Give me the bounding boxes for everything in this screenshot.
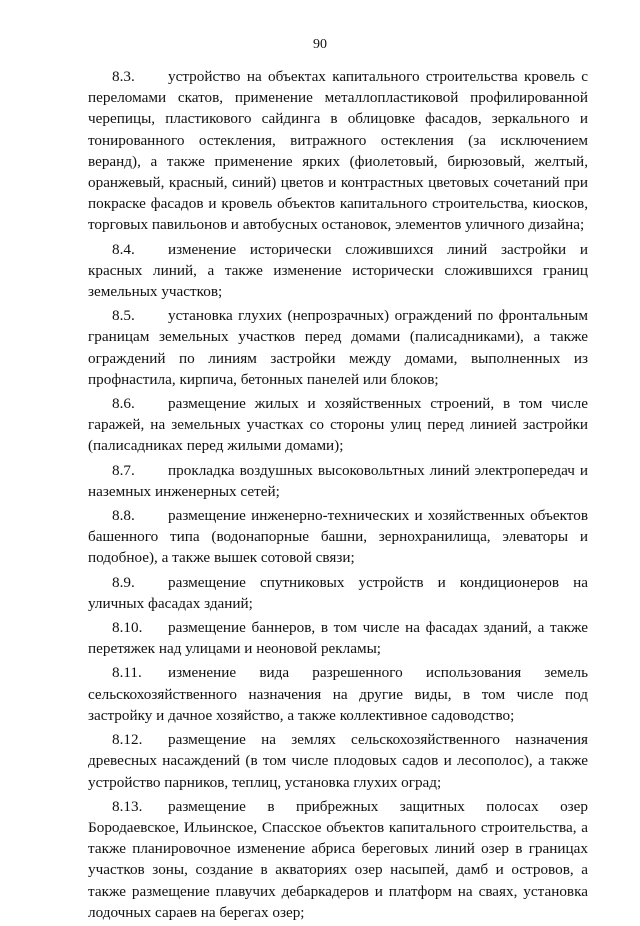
item-number: 8.11. <box>112 664 142 682</box>
document-body <box>88 66 588 926</box>
item-text: изменение вида разрешенного использования земель сельскохозяйственного назначения на другие виды, в том числе под застройку и дачное хозяйство, а также коллективное садоводство; <box>88 664 588 724</box>
item-text: размещение спутниковых устройств и кондиционеров на уличных фасадах зданий; <box>88 573 588 612</box>
list-item <box>88 460 588 502</box>
list-item <box>88 729 588 793</box>
item-number: 8.7. <box>112 461 135 479</box>
item-number: 8.3. <box>112 68 135 85</box>
list-item <box>88 505 588 569</box>
item-text: размещение в прибрежных защитных полосах озер Бородаевское, Ильинское, Спасское объектов капитального строительства, а также планировочное изменение абриса береговых линий озер в границах участков зоны, создание в акваториях озер насыпей, дамб и островов, а также размещение плавучих дебаркадеров и платформ на сваях, установка лодочных сараев на берегах озер; <box>88 797 588 921</box>
list-item <box>88 393 588 457</box>
item-text: размещение на землях сельскохозяйственного назначения древесных насаждений (в том числе плодовых садов и лесополос), а также устройство парников, теплиц, установка глухих оград; <box>88 731 588 791</box>
item-text: установка глухих (непрозрачных) ограждений по фронтальным границам земельных участков перед домами (палисадниками), а также ограждений по линиям застройки между домами, выполненных из профнастила, кирпича, бетонных панелей или блоков; <box>88 307 588 388</box>
item-text: устройство на объектах капитального строительства кровель с переломами скатов, применение металлопластиковой профилированной черепицы, пластикового сайдинга в облицовке фасадов, зеркального и тонированного остекления, витражного остекления (за исключением веранд), а также применение ярких (фиолетовый, бирюзовый, желтый, оранжевый, красный, синий) цветов и контрастных цветовых сочетаний при покраске фасадов и кровель объектов капитального строительства, киосков, торговых павильонов и автобусных остановок, элементов уличного дизайна; <box>88 68 588 234</box>
list-item <box>88 662 588 726</box>
item-number: 8.12. <box>112 731 143 749</box>
list-item <box>88 796 588 923</box>
item-text: размещение жилых и хозяйственных строений, в том числе гаражей, на земельных участках со стороны улиц перед линией застройки (палисадниках перед жилыми домами); <box>88 395 588 455</box>
list-item <box>88 66 588 236</box>
item-number: 8.8. <box>112 507 135 525</box>
item-number: 8.9. <box>112 573 135 591</box>
page-number: 90 <box>313 37 327 52</box>
list-item <box>88 239 588 303</box>
item-text: размещение баннеров, в том числе на фасадах зданий, а также перетяжек над улицами и неоновой рекламы; <box>88 619 588 658</box>
list-item <box>88 572 588 614</box>
item-number: 8.5. <box>112 307 135 325</box>
item-number: 8.10. <box>112 619 143 637</box>
item-number: 8.4. <box>112 240 135 258</box>
item-text: размещение инженерно-технических и хозяйственных объектов башенного типа (водонапорные башни, зернохранилища, элеваторы и подобное), а также вышек сотовой связи; <box>88 507 588 567</box>
item-number: 8.6. <box>112 395 135 413</box>
item-text: прокладка воздушных высоковольтных линий электропередач и наземных инженерных сетей; <box>88 461 588 500</box>
list-item <box>88 305 588 390</box>
item-number: 8.13. <box>112 797 143 815</box>
item-text: изменение исторически сложившихся линий застройки и красных линий, а также изменение исторически сложившихся границ земельных участков; <box>88 240 588 301</box>
list-item <box>88 617 588 659</box>
